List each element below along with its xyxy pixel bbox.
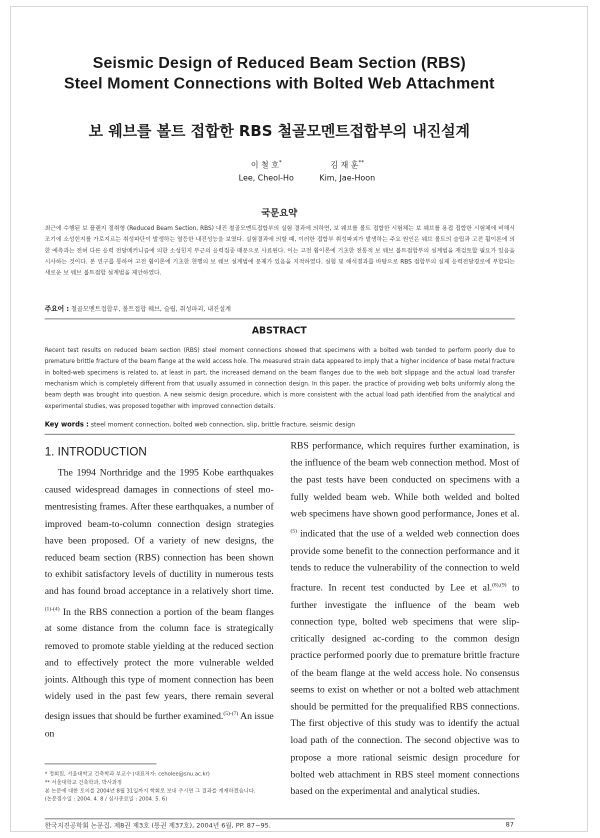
author-2-name-ko: 김 재 훈: [330, 160, 359, 171]
right-text-part: RBS performance, which requires further examination, is the influence of the beam web connection method. Most of the past tests have been conducted on specimens with a fully welded beam web. While both welded and bolted web specimens have shown good performance, Jones et al.: [290, 441, 520, 520]
footnotes: [45, 771, 274, 805]
keywords-label: Key words :: [44, 419, 89, 429]
title-english-line2: Steel Moment Connections with Bolted Web Attachment: [63, 74, 495, 93]
journal-citation: 한국지진공학회 논문집, 제8권 제3호 (통권 제37호), 2004년 6월, PP. 87~95.: [44, 822, 271, 830]
citation-sup: (5)-(7): [223, 711, 239, 718]
left-text-part: The 1994 Northridge and the 1995 Kobe earthquakes caused widespread damages in connections of steel mo-mentresisting frames. After these earthquakes, a number of improved beam-to-column connection design strategies have been proposed. Of a variety of new designs, the reduced beam section (RBS) connection has been shown to exhibit satisfactory levels of ductility in numerous tests and has found broad acceptance in a relatively short time.: [44, 468, 274, 598]
footnote: 본 논문에 대한 토의를 2004년 8월 31일까지 학회로 보내 주시면 그 결과를 게재하겠습니다.: [44, 788, 256, 795]
footnote: * 정회원, 서울대학교 건축학과 부교수 (대표저자: ceholee@snu.ac.kr): [44, 771, 210, 778]
right-text-part: indicated that the use of a welded web connection does provide some benefit to the connection performance and it tends to reduce the vulnerability of the connection to weld fracture. In recent test conducted by Lee et al.: [290, 529, 520, 594]
author-1-name-ko: 이 철 호: [250, 160, 279, 171]
divider-rule-2: [45, 434, 515, 435]
citation-sup: (8),(9): [492, 582, 507, 589]
korean-abstract-heading: 국문요약: [261, 208, 298, 219]
author-2-name-en: Kim, Jae-Hoon: [319, 173, 376, 184]
page-number: 87: [505, 821, 514, 829]
left-column-text: [45, 466, 274, 744]
korean-abstract-body: 최근에 수행된 보 플랜지 절취형 (Reduced Beam Section, RBS) 내진 철골모멘트접합부의 실험 결과에 의하면, 보 웨브를 볼트 접합한 시험체는 보 웨브를 용접 접합한 시험체에 비해서 조기에 소성힌지를 가로지르는 취성파단이 발생하는 열등한 내진성능을 보였다. 실험결과에 의할 때, 이러한 접합부 취성파괴가 발생하는 주요 원인은 웨브 볼트의 슬립과 고전 휨이론에 의한 예측과는 전혀 다른 응력 전달메커니즘에 의한 소성힌지 부근의 응력집중 때문으로 사료된다. 이는 고전 휨이론에 기초한 전통적 보 웨브 볼트접합부의 설계법을 재검토할 필요가 있음을 시사하는 것이다. 본 연구를 통하여 고전 휨이론에 기초한 현행의 보 웨브 설계법에 문제가 있음을 지적하였다. 실험 및 해석결과를 바탕으로 RBS 접합부의 실제 응력전달경로에 부합되는 새로운 보 웨브 볼트접합 설계법을 제안하였다.: [44, 225, 515, 277]
footnote-rule: [45, 763, 157, 764]
korean-keywords-label: 주요어 :: [44, 304, 70, 313]
author-1-sup: *: [278, 159, 282, 166]
divider-rule: [45, 318, 515, 319]
author-2: [291, 156, 403, 185]
footnote: (논문접수일 : 2004. 4. 8 / 심사종료일 : 2004. 5. 6): [44, 796, 168, 803]
abstract-body: Recent test results on reduced beam section (RBS) steel moment connections showed that specimens with a bolted web tended to perform poorly due to premature brittle fracture of the beam flange at the weld access hole. The measured strain data appeared to imply that a higher incidence of base metal fracture in bolted-web specimens is related to, at least in part, the increased demand on the beam flanges due to the web bolt slippage and the actual load transfer mechanism which is completely different from that usually assumed in connection design. In this paper, the practice of providing web bolts uniformly along the beam depth was brought into question. A new seismic design procedure, which is more consistent with the actual load path identified from the analytical and experimental studies, was proposed together with improved connection details.: [44, 347, 515, 410]
footer-rule: [45, 818, 515, 819]
abstract-heading: ABSTRACT: [251, 325, 307, 337]
keywords-text: steel moment connection, bolted web connection, slip, brittle fracture, seismic design: [90, 420, 356, 429]
korean-keywords: [45, 304, 515, 314]
title-korean: 보 웨브를 볼트 접합한 RBS 철골모멘트접합부의 내진설계: [88, 121, 470, 140]
korean-keywords-text: 철골모멘트접합부, 볼트접합 웨브, 슬립, 취성파괴, 내진설계: [71, 305, 231, 313]
citation-sup: (5): [290, 528, 297, 535]
right-text-part: to further investigate the influence of the beam web connection type, bolted web specimens that were slip-critically designed ac-cording to the common design practice performed poorly due to premature brittle fracture of the beam flange at the weld access hole. No consensus seems to exist on whether or not a bolted web attachment should be permitted for the prequalified RBS connections. The first objective of this study was to identify the actual load path of the connection. The second objective was to propose a more rational seismic design procedure for bolted web attachment in RBS steel moment connections based on the experimental and analytical studies.: [290, 583, 520, 797]
citation-sup: (1)-(4): [44, 606, 60, 613]
author-2-sup: **: [358, 159, 365, 166]
title-english-line1: Seismic Design of Reduced Beam Section (RBS): [92, 53, 466, 72]
author-1-name-en: Lee, Cheol-Ho: [238, 173, 294, 184]
keywords: [45, 420, 515, 428]
left-text-part: In the RBS connection a portion of the beam flanges at some distance from the column face is strategically removed to promote stable yielding at the reduced section and to effectively protect the more vulnerable welded joints. Although this type of moment connection has been widely used in the past few years, there remain several design issues that should be further examined.: [44, 607, 274, 723]
left-text-part: An issue on: [44, 712, 274, 740]
right-column-text: [290, 439, 519, 801]
footnote: ** 서울대학교 건축학과, 박사과정: [44, 780, 122, 786]
section-heading: 1. INTRODUCTION: [44, 445, 147, 459]
